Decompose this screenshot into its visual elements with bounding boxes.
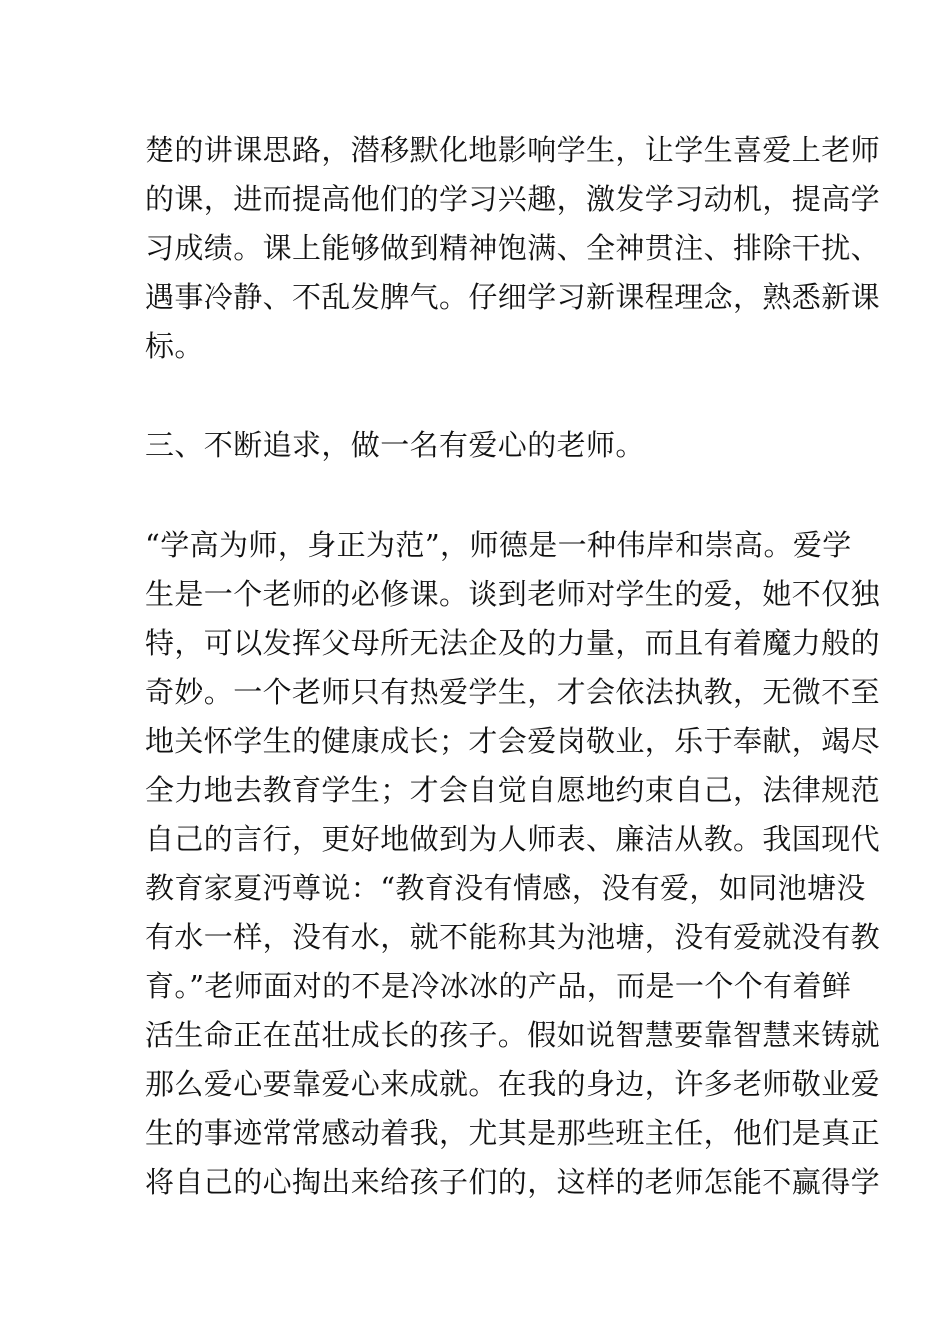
text-line: 将自己的心掏出来给孩子们的，这样的老师怎能不赢得学 <box>145 1165 881 1199</box>
text-line: 教育家夏沔尊说：“教育没有情感，没有爱，如同池塘没 <box>145 871 866 905</box>
text-line: 活生命正在茁壮成长的孩子。假如说智慧要靠智慧来铸就 <box>145 1018 881 1052</box>
text-line: 生的事迹常常感动着我，尤其是那些班主任，他们是真正 <box>145 1116 881 1150</box>
text-line: 楚的讲课思路，潜移默化地影响学生，让学生喜爱上老师 <box>145 133 881 167</box>
text-line: 特，可以发挥父母所无法企及的力量，而且有着魔力般的 <box>145 626 881 660</box>
text-line: 的课，进而提高他们的学习兴趣，激发学习动机，提高学 <box>145 182 881 216</box>
text-line: 标。 <box>145 329 204 363</box>
text-line: 全力地去教育学生；才会自觉自愿地约束自己，法律规范 <box>145 773 881 807</box>
text-line: 自己的言行，更好地做到为人师表、廉洁从教。我国现代 <box>145 822 881 856</box>
text-line: 育。”老师面对的不是冷冰冰的产品，而是一个个有着鲜 <box>145 969 852 1003</box>
text-line: 习成绩。课上能够做到精神饱满、全神贯注、排除干扰、 <box>145 231 881 265</box>
text-line: 生是一个老师的必修课。谈到老师对学生的爱，她不仅独 <box>145 577 881 611</box>
text-line: “学高为师，身正为范”，师德是一种伟岸和崇高。爱学 <box>145 528 852 562</box>
text-line: 有水一样，没有水，就不能称其为池塘，没有爱就没有教 <box>145 920 881 954</box>
text-line: 遇事冷静、不乱发脾气。仔细学习新课程理念，熟悉新课 <box>145 280 881 314</box>
text-line: 地关怀学生的健康成长；才会爱岗敬业，乐于奉献，竭尽 <box>145 724 881 758</box>
text-line: 奇妙。一个老师只有热爱学生，才会依法执教，无微不至 <box>145 675 881 709</box>
text-line: 那么爱心要靠爱心来成就。在我的身边，许多老师敬业爱 <box>145 1067 881 1101</box>
section-heading: 三、不断追求，做一名有爱心的老师。 <box>145 428 645 462</box>
